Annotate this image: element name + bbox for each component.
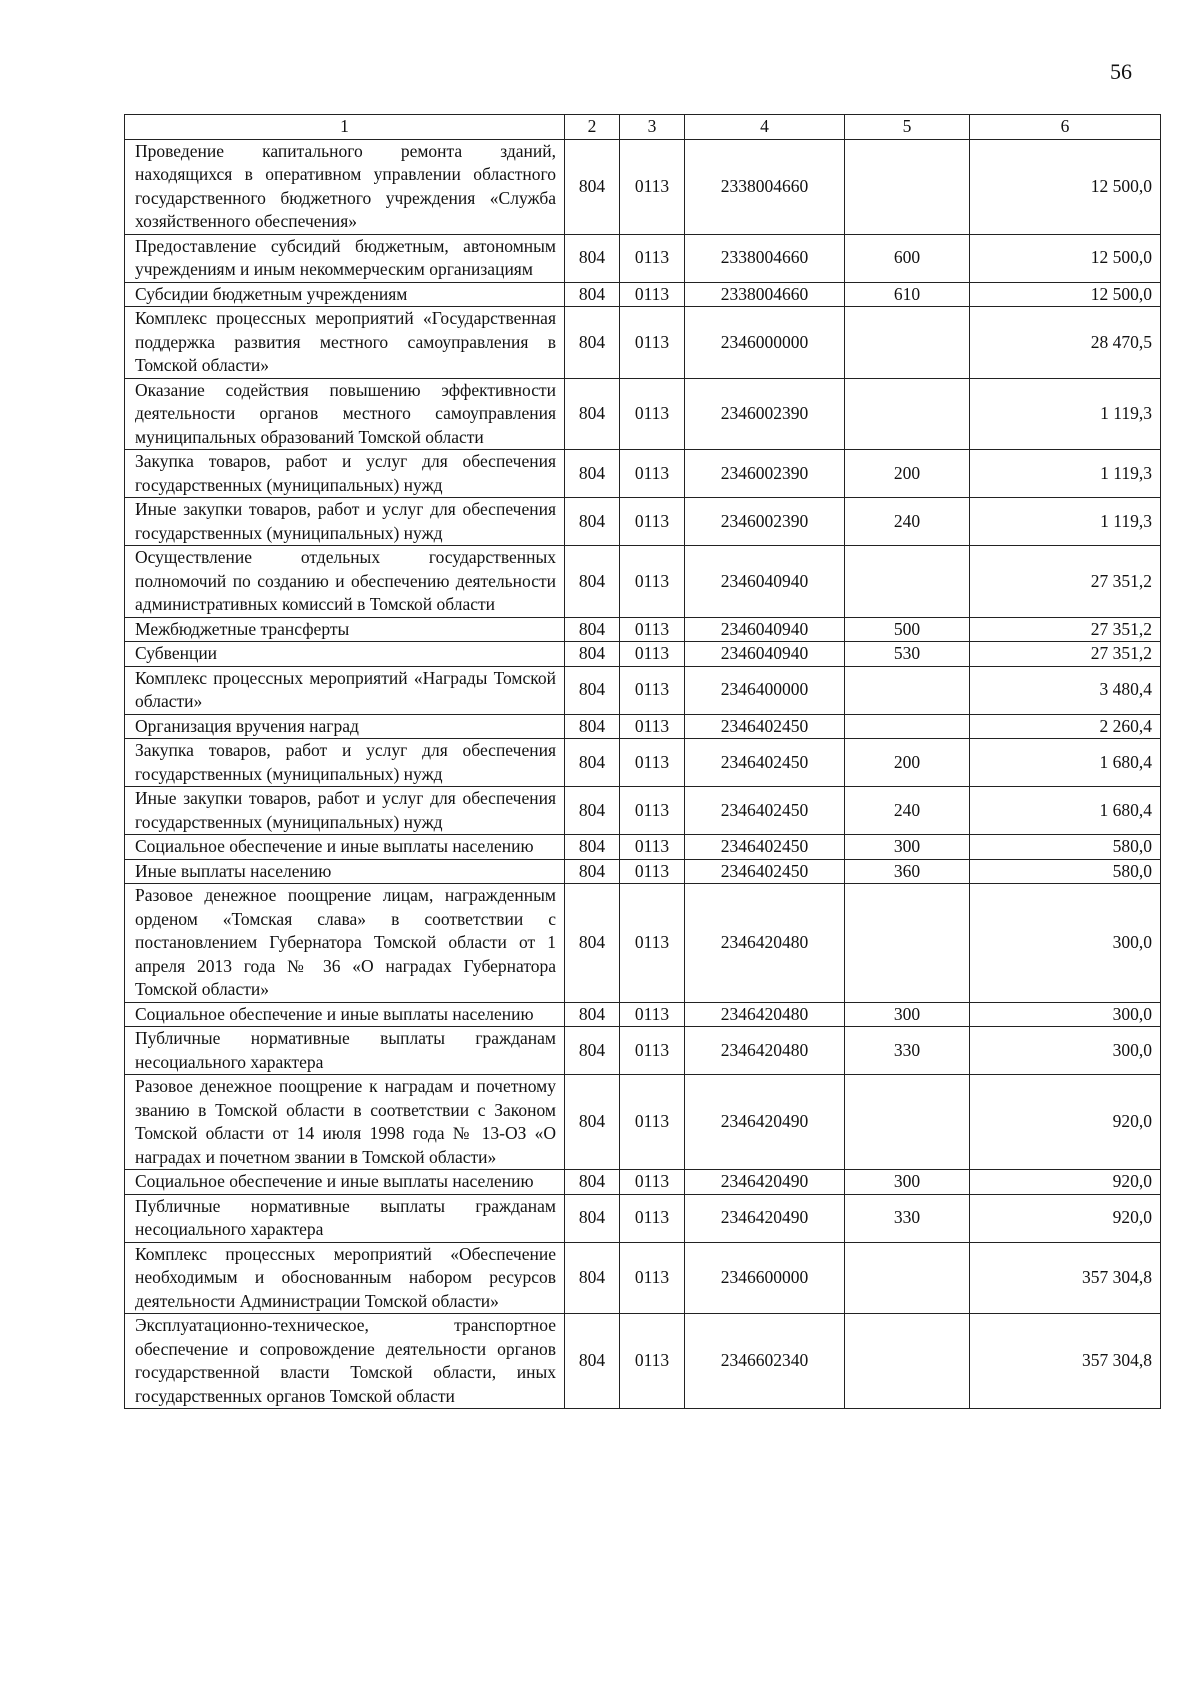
cell-section: 0113 — [620, 666, 685, 714]
cell-ministry: 804 — [565, 1002, 620, 1027]
cell-target-article: 2346402450 — [685, 859, 845, 884]
cell-section: 0113 — [620, 835, 685, 860]
cell-name: Комплекс процессных мероприятий «Награды Томской области» — [125, 666, 565, 714]
cell-name: Оказание содействия повышению эффективности деятельности органов местного самоуправления муниципальных образований Томской области — [125, 378, 565, 450]
cell-name: Субвенции — [125, 642, 565, 667]
cell-name: Комплекс процессных мероприятий «Обеспечение необходимым и обоснованным набором ресурсов деятельности Администрации Томской области» — [125, 1242, 565, 1314]
cell-amount: 12 500,0 — [970, 139, 1161, 234]
cell-expense-type: 330 — [845, 1027, 970, 1075]
table-row — [125, 1242, 1161, 1314]
cell-section: 0113 — [620, 1194, 685, 1242]
cell-expense-type: 300 — [845, 835, 970, 860]
cell-expense-type: 530 — [845, 642, 970, 667]
cell-section: 0113 — [620, 642, 685, 667]
table-row — [125, 378, 1161, 450]
cell-target-article: 2346002390 — [685, 498, 845, 546]
cell-ministry: 804 — [565, 546, 620, 618]
cell-name: Публичные нормативные выплаты гражданам несоциального характера — [125, 1027, 565, 1075]
cell-target-article: 2346002390 — [685, 450, 845, 498]
cell-amount: 1 119,3 — [970, 450, 1161, 498]
cell-name: Иные закупки товаров, работ и услуг для обеспечения государственных (муниципальных) нужд — [125, 498, 565, 546]
cell-target-article: 2346420490 — [685, 1170, 845, 1195]
table-row — [125, 859, 1161, 884]
cell-expense-type: 240 — [845, 787, 970, 835]
cell-amount: 2 260,4 — [970, 714, 1161, 739]
cell-ministry: 804 — [565, 642, 620, 667]
cell-target-article: 2346420480 — [685, 1002, 845, 1027]
table-row — [125, 787, 1161, 835]
cell-section: 0113 — [620, 378, 685, 450]
cell-amount: 580,0 — [970, 859, 1161, 884]
table-row — [125, 450, 1161, 498]
cell-ministry: 804 — [565, 787, 620, 835]
cell-name: Комплекс процессных мероприятий «Государственная поддержка развития местного самоуправления в Томской области» — [125, 307, 565, 379]
cell-ministry: 804 — [565, 859, 620, 884]
budget-table — [124, 114, 1161, 1409]
cell-section: 0113 — [620, 498, 685, 546]
cell-ministry: 804 — [565, 378, 620, 450]
cell-section: 0113 — [620, 1314, 685, 1409]
cell-amount: 28 470,5 — [970, 307, 1161, 379]
cell-target-article: 2346040940 — [685, 617, 845, 642]
cell-name: Социальное обеспечение и иные выплаты населению — [125, 835, 565, 860]
table-row — [125, 739, 1161, 787]
cell-section: 0113 — [620, 450, 685, 498]
cell-name: Закупка товаров, работ и услуг для обеспечения государственных (муниципальных) нужд — [125, 450, 565, 498]
cell-amount: 920,0 — [970, 1194, 1161, 1242]
cell-amount: 27 351,2 — [970, 617, 1161, 642]
cell-target-article: 2346602340 — [685, 1314, 845, 1409]
table-row — [125, 1027, 1161, 1075]
cell-expense-type — [845, 378, 970, 450]
cell-ministry: 804 — [565, 307, 620, 379]
cell-expense-type: 330 — [845, 1194, 970, 1242]
cell-amount: 1 119,3 — [970, 378, 1161, 450]
cell-expense-type — [845, 546, 970, 618]
table-row — [125, 884, 1161, 1003]
cell-name: Иные закупки товаров, работ и услуг для обеспечения государственных (муниципальных) нужд — [125, 787, 565, 835]
cell-ministry: 804 — [565, 234, 620, 282]
cell-target-article: 2346402450 — [685, 835, 845, 860]
cell-expense-type — [845, 1242, 970, 1314]
cell-name: Межбюджетные трансферты — [125, 617, 565, 642]
cell-amount: 1 119,3 — [970, 498, 1161, 546]
table-row — [125, 282, 1161, 307]
cell-section: 0113 — [620, 714, 685, 739]
cell-target-article: 2338004660 — [685, 139, 845, 234]
cell-ministry: 804 — [565, 1314, 620, 1409]
cell-name: Предоставление субсидий бюджетным, автономным учреждениям и иным некоммерческим организациям — [125, 234, 565, 282]
cell-name: Публичные нормативные выплаты гражданам несоциального характера — [125, 1194, 565, 1242]
cell-target-article: 2346040940 — [685, 546, 845, 618]
cell-amount: 300,0 — [970, 1002, 1161, 1027]
cell-name: Социальное обеспечение и иные выплаты населению — [125, 1170, 565, 1195]
cell-amount: 300,0 — [970, 884, 1161, 1003]
cell-amount: 27 351,2 — [970, 546, 1161, 618]
cell-ministry: 804 — [565, 617, 620, 642]
cell-section: 0113 — [620, 787, 685, 835]
cell-ministry: 804 — [565, 1170, 620, 1195]
cell-target-article: 2346002390 — [685, 378, 845, 450]
cell-expense-type — [845, 714, 970, 739]
table-row — [125, 307, 1161, 379]
cell-amount: 1 680,4 — [970, 739, 1161, 787]
cell-section: 0113 — [620, 546, 685, 618]
cell-target-article: 2346420480 — [685, 1027, 845, 1075]
cell-name: Закупка товаров, работ и услуг для обеспечения государственных (муниципальных) нужд — [125, 739, 565, 787]
cell-target-article: 2346420490 — [685, 1075, 845, 1170]
cell-section: 0113 — [620, 739, 685, 787]
cell-section: 0113 — [620, 234, 685, 282]
cell-ministry: 804 — [565, 1027, 620, 1075]
table-row — [125, 1314, 1161, 1409]
cell-section: 0113 — [620, 859, 685, 884]
cell-amount: 920,0 — [970, 1170, 1161, 1195]
cell-target-article: 2346402450 — [685, 739, 845, 787]
cell-section: 0113 — [620, 884, 685, 1003]
table-body — [125, 139, 1161, 1409]
cell-section: 0113 — [620, 1002, 685, 1027]
cell-ministry: 804 — [565, 714, 620, 739]
page-number: 56 — [1110, 59, 1132, 84]
header-row — [125, 115, 1161, 140]
cell-expense-type — [845, 307, 970, 379]
cell-name: Организация вручения наград — [125, 714, 565, 739]
cell-name: Иные выплаты населению — [125, 859, 565, 884]
cell-expense-type — [845, 139, 970, 234]
cell-name: Разовое денежное поощрение к наградам и почетному званию в Томской области в соответствии с Законом Томской области от 14 июля 1998 года № 13-ОЗ «О наградах и почетном звании в Томской области» — [125, 1075, 565, 1170]
col-header-name: 1 — [125, 115, 565, 140]
cell-ministry: 804 — [565, 1194, 620, 1242]
cell-target-article: 2338004660 — [685, 234, 845, 282]
cell-ministry: 804 — [565, 884, 620, 1003]
cell-ministry: 804 — [565, 498, 620, 546]
table-row — [125, 1194, 1161, 1242]
table-row — [125, 666, 1161, 714]
cell-expense-type: 200 — [845, 739, 970, 787]
table-row — [125, 498, 1161, 546]
col-header-target-article: 4 — [685, 115, 845, 140]
cell-target-article: 2346420490 — [685, 1194, 845, 1242]
cell-expense-type: 500 — [845, 617, 970, 642]
cell-target-article: 2346040940 — [685, 642, 845, 667]
table-row — [125, 1002, 1161, 1027]
cell-section: 0113 — [620, 617, 685, 642]
table-row — [125, 139, 1161, 234]
cell-amount: 12 500,0 — [970, 234, 1161, 282]
cell-amount: 357 304,8 — [970, 1242, 1161, 1314]
cell-amount: 580,0 — [970, 835, 1161, 860]
cell-name: Субсидии бюджетным учреждениям — [125, 282, 565, 307]
cell-amount: 300,0 — [970, 1027, 1161, 1075]
cell-name: Осуществление отдельных государственных полномочий по созданию и обеспечению деятельности административных комиссий в Томской области — [125, 546, 565, 618]
cell-expense-type: 240 — [845, 498, 970, 546]
cell-target-article: 2346400000 — [685, 666, 845, 714]
cell-section: 0113 — [620, 1170, 685, 1195]
cell-target-article: 2338004660 — [685, 282, 845, 307]
cell-name: Разовое денежное поощрение лицам, награжденным орденом «Томская слава» в соответствии с постановлением Губернатора Томской области от 1 апреля 2013 года № 36 «О наградах Губернатора Томской области» — [125, 884, 565, 1003]
cell-ministry: 804 — [565, 1075, 620, 1170]
cell-ministry: 804 — [565, 139, 620, 234]
table-row — [125, 642, 1161, 667]
cell-expense-type — [845, 1314, 970, 1409]
cell-section: 0113 — [620, 282, 685, 307]
cell-expense-type: 600 — [845, 234, 970, 282]
cell-expense-type — [845, 1075, 970, 1170]
col-header-expense-type: 5 — [845, 115, 970, 140]
cell-amount: 12 500,0 — [970, 282, 1161, 307]
cell-expense-type: 200 — [845, 450, 970, 498]
cell-amount: 1 680,4 — [970, 787, 1161, 835]
cell-name: Социальное обеспечение и иные выплаты населению — [125, 1002, 565, 1027]
cell-amount: 357 304,8 — [970, 1314, 1161, 1409]
table-row — [125, 617, 1161, 642]
cell-target-article: 2346600000 — [685, 1242, 845, 1314]
col-header-ministry: 2 — [565, 115, 620, 140]
table-row — [125, 1170, 1161, 1195]
table-row — [125, 714, 1161, 739]
cell-expense-type: 300 — [845, 1170, 970, 1195]
cell-amount: 920,0 — [970, 1075, 1161, 1170]
col-header-amount: 6 — [970, 115, 1161, 140]
cell-amount: 27 351,2 — [970, 642, 1161, 667]
cell-expense-type — [845, 666, 970, 714]
cell-ministry: 804 — [565, 450, 620, 498]
cell-expense-type: 610 — [845, 282, 970, 307]
table-row — [125, 234, 1161, 282]
table-row — [125, 546, 1161, 618]
cell-ministry: 804 — [565, 1242, 620, 1314]
cell-expense-type — [845, 884, 970, 1003]
cell-name: Эксплуатационно-техническое, транспортное обеспечение и сопровождение деятельности органов государственной власти Томской области, иных государственных органов Томской области — [125, 1314, 565, 1409]
cell-target-article: 2346420480 — [685, 884, 845, 1003]
cell-section: 0113 — [620, 307, 685, 379]
cell-expense-type: 300 — [845, 1002, 970, 1027]
cell-ministry: 804 — [565, 835, 620, 860]
cell-section: 0113 — [620, 1027, 685, 1075]
cell-section: 0113 — [620, 1242, 685, 1314]
cell-section: 0113 — [620, 139, 685, 234]
cell-ministry: 804 — [565, 282, 620, 307]
cell-ministry: 804 — [565, 666, 620, 714]
cell-ministry: 804 — [565, 739, 620, 787]
cell-name: Проведение капитального ремонта зданий, находящихся в оперативном управлении областного государственного бюджетного учреждения «Служба хозяйственного обеспечения» — [125, 139, 565, 234]
table-row — [125, 1075, 1161, 1170]
cell-target-article: 2346402450 — [685, 714, 845, 739]
table-row — [125, 835, 1161, 860]
cell-target-article: 2346402450 — [685, 787, 845, 835]
cell-expense-type: 360 — [845, 859, 970, 884]
cell-target-article: 2346000000 — [685, 307, 845, 379]
cell-amount: 3 480,4 — [970, 666, 1161, 714]
col-header-section: 3 — [620, 115, 685, 140]
cell-section: 0113 — [620, 1075, 685, 1170]
